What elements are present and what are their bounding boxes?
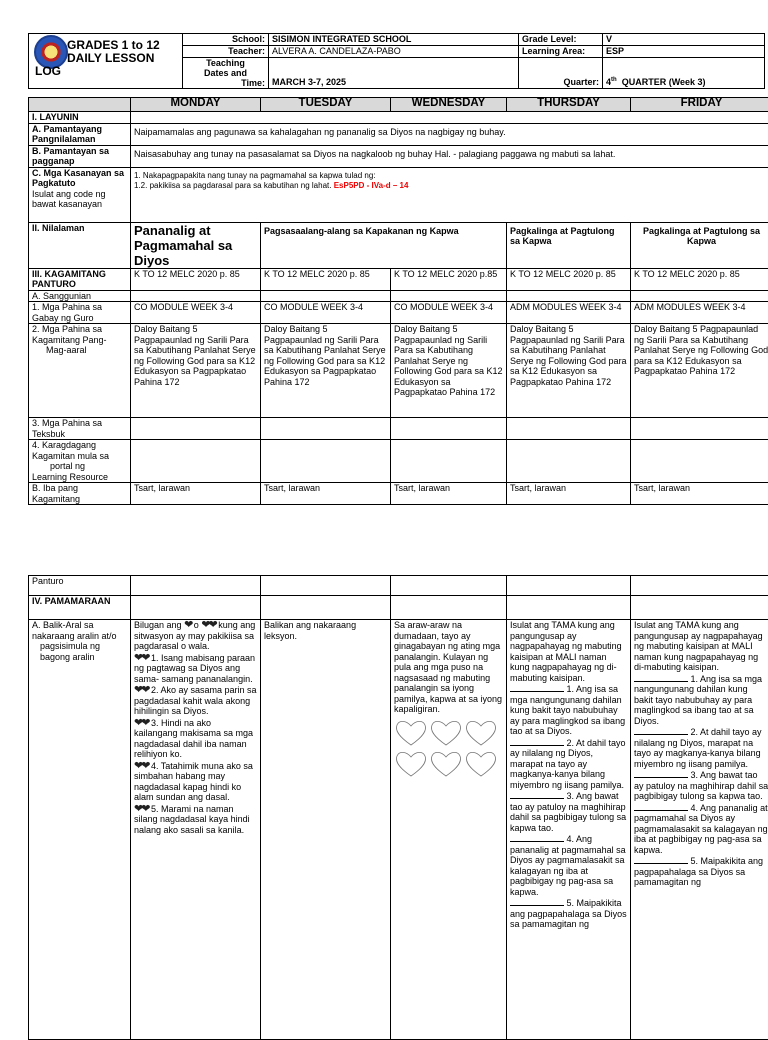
teksbuk-label: 3. Mga Pahina sa Teksbuk <box>29 418 131 440</box>
answer-blank[interactable] <box>634 673 676 682</box>
quarter-label: Quarter: <box>519 58 603 89</box>
gabay-monday: CO MODULE WEEK 3-4 <box>131 302 261 324</box>
nilalaman-friday: Pagkalinga at Pagtulong sa Kapwa <box>631 222 768 268</box>
header-table <box>28 33 765 89</box>
thursday-item: 2. At dahil tayo ay nilalang ng Diyos, marapat na tayo ay magkanya-kanya bilang miyembro ng iisang pamilya. <box>510 738 626 790</box>
gabay-guro-label: 1. Mga Pahina sa Gabay ng Guro <box>29 302 131 324</box>
day-header: TUESDAY <box>261 98 391 112</box>
school-label: School: <box>183 34 269 46</box>
hearts-pair-icon: ❤❤ <box>134 685 148 696</box>
friday-item: 3. Ang bawat tao ay patuloy na maghihirap dahil sa pagbibigay tulong sa kapwa tao. <box>634 770 768 801</box>
pamantayang-text: Naipamamalas ang pagunawa sa kahalagahan ng pananalig sa Diyos na nagbigay ng buhay. <box>131 123 768 145</box>
gabay-tuesday: CO MODULE WEEK 3-4 <box>261 302 391 324</box>
day-header: THURSDAY <box>507 98 631 112</box>
monday-item: 1. Isang mabisang paraan ng pagtawag sa Diyos ang sama- samang pananalangin. <box>134 653 255 684</box>
balik-aral-label: A. Balik-Aral sa nakaraang aralin at/o pagsisimula ng bagong aralin <box>29 620 131 1040</box>
heart-outline-icon <box>394 750 428 778</box>
school-value: SISIMON INTEGRATED SCHOOL <box>269 34 519 46</box>
monday-item: 3. Hindi na ako kailangang makisama sa mga nagdadasal dahil iba naman relihiyon ko. <box>134 718 253 760</box>
lesson-table-page1 <box>28 97 768 505</box>
iba-tuesday: Tsart, larawan <box>261 483 391 505</box>
monday-item: 4. Tatahimik muna ako sa simbahan habang may nagdadasal kapag hindi ko alam sundan ang dasal. <box>134 761 253 803</box>
friday-item: 5. Maipakikita ang pagpapahalaga sa Diyos sa pamamagitan ng <box>634 856 763 887</box>
thursday-item: 1. Ang isa sa mga nangungunang dahilan kung bakit tayo nabubuhay ay para maglingkod sa ibang tao at sa Diyos. <box>510 684 625 736</box>
answer-blank[interactable] <box>510 897 552 906</box>
panturo-label: Panturo <box>29 576 131 596</box>
mag-aaral-monday: Daloy Baitang 5 Pagpapaunlad ng Sarili Para sa Kabutihang Panlahat Serye ng Following God para sa K12 Edukasyon sa Pagpapkatao Pahina 172 <box>131 324 261 418</box>
nilalaman-label: II. Nilalaman <box>29 222 131 268</box>
dll-title: GRADES 1 to 12 DAILY LESSON LOG <box>29 34 183 89</box>
kagamitang-monday: K TO 12 MELC 2020 p. 85 <box>131 268 261 290</box>
day-header: MONDAY <box>131 98 261 112</box>
nilalaman-thursday: Pagkalinga at Pagtulong sa Kapwa <box>507 222 631 268</box>
answer-blank[interactable] <box>510 737 552 746</box>
mag-aaral-wednesday: Daloy Baitang 5 Pagpapaunlad ng Sarili Para sa Kabutihang Panlahat Serye ng Following God para sa K12 Edukasyon sa Pagpapkatao Pahina 172 <box>391 324 507 418</box>
sanggunian-label: A. Sanggunian <box>29 290 131 302</box>
gabay-friday: ADM MODULES WEEK 3-4 <box>631 302 768 324</box>
kagamitang-mag-aaral-label: 2. Mga Pahina sa Kagamitang Pang- Mag-aaral <box>29 324 131 418</box>
hearts-pair-icon: ❤❤ <box>134 761 148 772</box>
area-label: Learning Area: <box>519 46 603 58</box>
teacher-label: Teacher: <box>183 46 269 58</box>
pamamaraan-wednesday: Sa araw-araw na dumadaan, tayo ay ginagabayan ng ating mga panalangin. Kulayan ng pula ang mga puso na nagsasaad ng mabuting panalangin sa iyong pamilya, kapwa at sa iyong kapaligiran. <box>391 620 507 1040</box>
pamamaraan-friday: Isulat ang TAMA kung ang pangungusap ay nagpapahayag ng mabuting kaisipan at MALI naman kung nagpapahayag ng di-mabuting kaisipan. 1. Ang isa sa mga nangungunang dahilan kung bakit tayo nabubuhay ay para maglingkod sa ibang tao at sa Diyos. 2. At dahil tayo ay nilalang ng Diyos, marapat na tayo ay magkanya-kanya bilang miyembro ng iisang pamilya. 3. Ang bawat tao ay patuloy na maghihirap dahil sa pagbibigay tulong sa kapwa tao. 4. Ang pananalig at pagmamahal sa Diyos ay pagmamalasakit sa kalagayan ng iba at pagbibigay ng pag-asa sa kapwa. 5. Maipakikita ang pagpapahalaga sa Diyos sa pamamagitan ng <box>631 620 768 1040</box>
hearts-pair-icon: ❤❤ <box>134 718 148 729</box>
mag-aaral-friday: Daloy Baitang 5 Pagpapaunlad ng Sarili Para sa Kabutihang Panlahat Serye ng Following God para sa K12 Edukasyon sa Pagpapkatao Pahina 172 <box>631 324 768 418</box>
grade-label: Grade Level: <box>519 34 603 46</box>
pamamaraan-thursday: Isulat ang TAMA kung ang pangungusap ay nagpapahayag ng mabuting kaisipan at MALI naman kung nagpapahayag ng di-mabuting kaisipan. 1. Ang isa sa mga nangungunang dahilan kung bakit tayo nabubuhay ay para maglingkod sa ibang tao at sa Diyos. 2. At dahil tayo ay nilalang ng Diyos, marapat na tayo ay magkanya-kanya bilang miyembro ng iisang pamilya. 3. Ang bawat tao ay patuloy na maghihirap dahil sa pagbibigay tulong sa kapwa tao. 4. Ang pananalig at pagmamahal sa Diyos ay pagmamalasakit sa kalagayan ng iba at pagbibigay ng pag-asa sa kapwa. 5. Maipakikita ang pagpapahalaga sa Diyos sa pamamagitan ng <box>507 620 631 1040</box>
nilalaman-tue-wed: Pagsasaalang-alang sa Kapakanan ng Kapwa <box>261 222 507 268</box>
answer-blank[interactable] <box>634 802 676 811</box>
pamantayang-label: A. Pamantayang Pangnilalaman <box>29 123 131 145</box>
gabay-thursday: ADM MODULES WEEK 3-4 <box>507 302 631 324</box>
karagdagang-label: 4. Karagdagang Kagamitan mula sa portal ng Learning Resource <box>29 440 131 483</box>
area-value: ESP <box>603 46 765 58</box>
kasanayan-label: C. Mga Kasanayan sa Pagkatuto Isulat ang code ng bawat kasanayan <box>29 167 131 222</box>
nilalaman-monday: Pananalig at Pagmamahal sa Diyos <box>131 222 261 268</box>
lesson-table-page2 <box>28 575 768 1040</box>
thursday-item: 5. Maipakikita ang pagpapahalaga sa Diyos sa pamamagitan ng <box>510 898 627 929</box>
friday-item: 2. At dahil tayo ay nilalang ng Diyos, marapat na tayo ay magkanya-kanya bilang miyembro ng iisang pamilya. <box>634 727 762 769</box>
broken-heart-icon: ❤❤ <box>201 620 215 631</box>
answer-blank[interactable] <box>634 726 676 735</box>
pagganap-text: Naisasabuhay ang tunay na pasasalamat sa Diyos na nagkaloob ng buhay Hal. - palagiang paggawa ng mabuti sa lahat. <box>131 145 768 167</box>
grade-value: V <box>603 34 765 46</box>
quarter-value: 4th QUARTER (Week 3) <box>603 58 765 89</box>
pamamaraan-tuesday: Balikan ang nakaraang leksyon. <box>261 620 391 1040</box>
pamamaraan-label: IV. PAMAMARAAN <box>29 596 131 620</box>
gabay-wednesday: CO MODULE WEEK 3-4 <box>391 302 507 324</box>
thursday-item: 4. Ang pananalig at pagmamahal sa Diyos ay pagmamalasakit sa kalagayan ng iba at pagbibigay ng pag-asa sa kapwa. <box>510 834 626 897</box>
corner-cell <box>29 98 131 112</box>
monday-item: 2. Ako ay sasama parin sa pagdadasal kahit wala akong hihilingin sa Diyos. <box>134 685 257 716</box>
heart-outline-icon <box>394 719 428 747</box>
day-header: WEDNESDAY <box>391 98 507 112</box>
dates-label: Teaching Dates and Time: <box>183 58 269 89</box>
heart-outline-icon <box>464 719 498 747</box>
kagamitang-friday: K TO 12 MELC 2020 p. 85 <box>631 268 768 290</box>
iba-thursday: Tsart, larawan <box>507 483 631 505</box>
kagamitang-wednesday: K TO 12 MELC 2020 p.85 <box>391 268 507 290</box>
dates-value: MARCH 3-7, 2025 <box>269 58 519 89</box>
answer-blank[interactable] <box>634 769 676 778</box>
heart-icon: ❤ <box>184 620 191 631</box>
competency-code: EsP5PD - IVa-d – 14 <box>334 181 409 190</box>
teacher-value: ALVERA A. CANDELAZA-PABO <box>269 46 519 58</box>
heart-outline-icon <box>429 750 463 778</box>
mag-aaral-thursday: Daloy Baitang 5 Pagpapaunlad ng Sarili Para sa Kabutihang Panlahat Serye ng Following God para sa K12 Edukasyon sa Pagpapkatao Pahina 172 <box>507 324 631 418</box>
iba-wednesday: Tsart, larawan <box>391 483 507 505</box>
monday-item: 5. Marami na naman silang nagdadasal kaya hindi nalang ako sasali sa kanila. <box>134 804 250 835</box>
answer-blank[interactable] <box>510 790 552 799</box>
thursday-item: 3. Ang bawat tao ay patuloy na maghihirap dahil sa pagbibigay tulong sa kapwa tao. <box>510 791 626 833</box>
layunin-label: I. LAYUNIN <box>29 112 131 124</box>
answer-blank[interactable] <box>510 683 552 692</box>
hearts-pair-icon: ❤❤ <box>134 653 148 664</box>
iba-monday: Tsart, larawan <box>131 483 261 505</box>
mag-aaral-tuesday: Daloy Baitang 5 Pagpapaunlad ng Sarili Para sa Kabutihang Panlahat Serye ng Following God para sa K12 Edukasyon sa Pagpapkatao Pahina 172 <box>261 324 391 418</box>
day-header: FRIDAY <box>631 98 768 112</box>
hearts-pair-icon: ❤❤ <box>134 804 148 815</box>
kasanayan-text: 1. Nakapagpapakita nang tunay na pagmamahal sa kapwa tulad ng: 1.2. pakikiisa sa pagdarasal para sa kabutihan ng lahat. EsP5PD - IVa-d – 14 <box>131 167 768 222</box>
iba-pang-label: B. Iba pang Kagamitang <box>29 483 131 505</box>
answer-blank[interactable] <box>510 833 552 842</box>
pamamaraan-monday: Bilugan ang ❤ o ❤❤ kung ang sitwasyon ay may pakikiisa sa pagdarasal o wala. ❤❤ 1. Isang mabisang paraan ng pagtawag sa Diyos ang sama- samang pananalangin. ❤❤ 2. Ako ay sasama parin sa pagdadasal kahit wala akong hihilingin sa Diyos. ❤❤ 3. Hindi na ako kailangang makisama sa mga nagdadasal dahil iba naman relihiyon ko. ❤❤ 4. Tatahimik muna ako sa simbahan habang may nagdadasal kapag hindi ko alam sundan ang dasal. ❤❤ 5. Marami na naman silang nagdadasal kaya hindi nalang ako sasali sa kanila. <box>131 620 261 1040</box>
pagganap-label: B. Pamantayan sa pagganap <box>29 145 131 167</box>
friday-item: 4. Ang pananalig at pagmamahal sa Diyos ay pagmamalasakit sa kalagayan ng iba at pagbibigay ng pag-asa sa kapwa. <box>634 803 768 855</box>
kagamitang-label: III. KAGAMITANG PANTURO <box>29 268 131 290</box>
heart-worksheet <box>394 719 502 781</box>
friday-item: 1. Ang isa sa mga nangungunang dahilan kung bakit tayo nabubuhay ay para maglingkod sa ibang tao at sa Diyos. <box>634 674 762 726</box>
kagamitang-tuesday: K TO 12 MELC 2020 p. 85 <box>261 268 391 290</box>
heart-outline-icon <box>429 719 463 747</box>
kagamitang-thursday: K TO 12 MELC 2020 p. 85 <box>507 268 631 290</box>
heart-outline-icon <box>464 750 498 778</box>
iba-friday: Tsart, larawan <box>631 483 768 505</box>
answer-blank[interactable] <box>634 855 676 864</box>
